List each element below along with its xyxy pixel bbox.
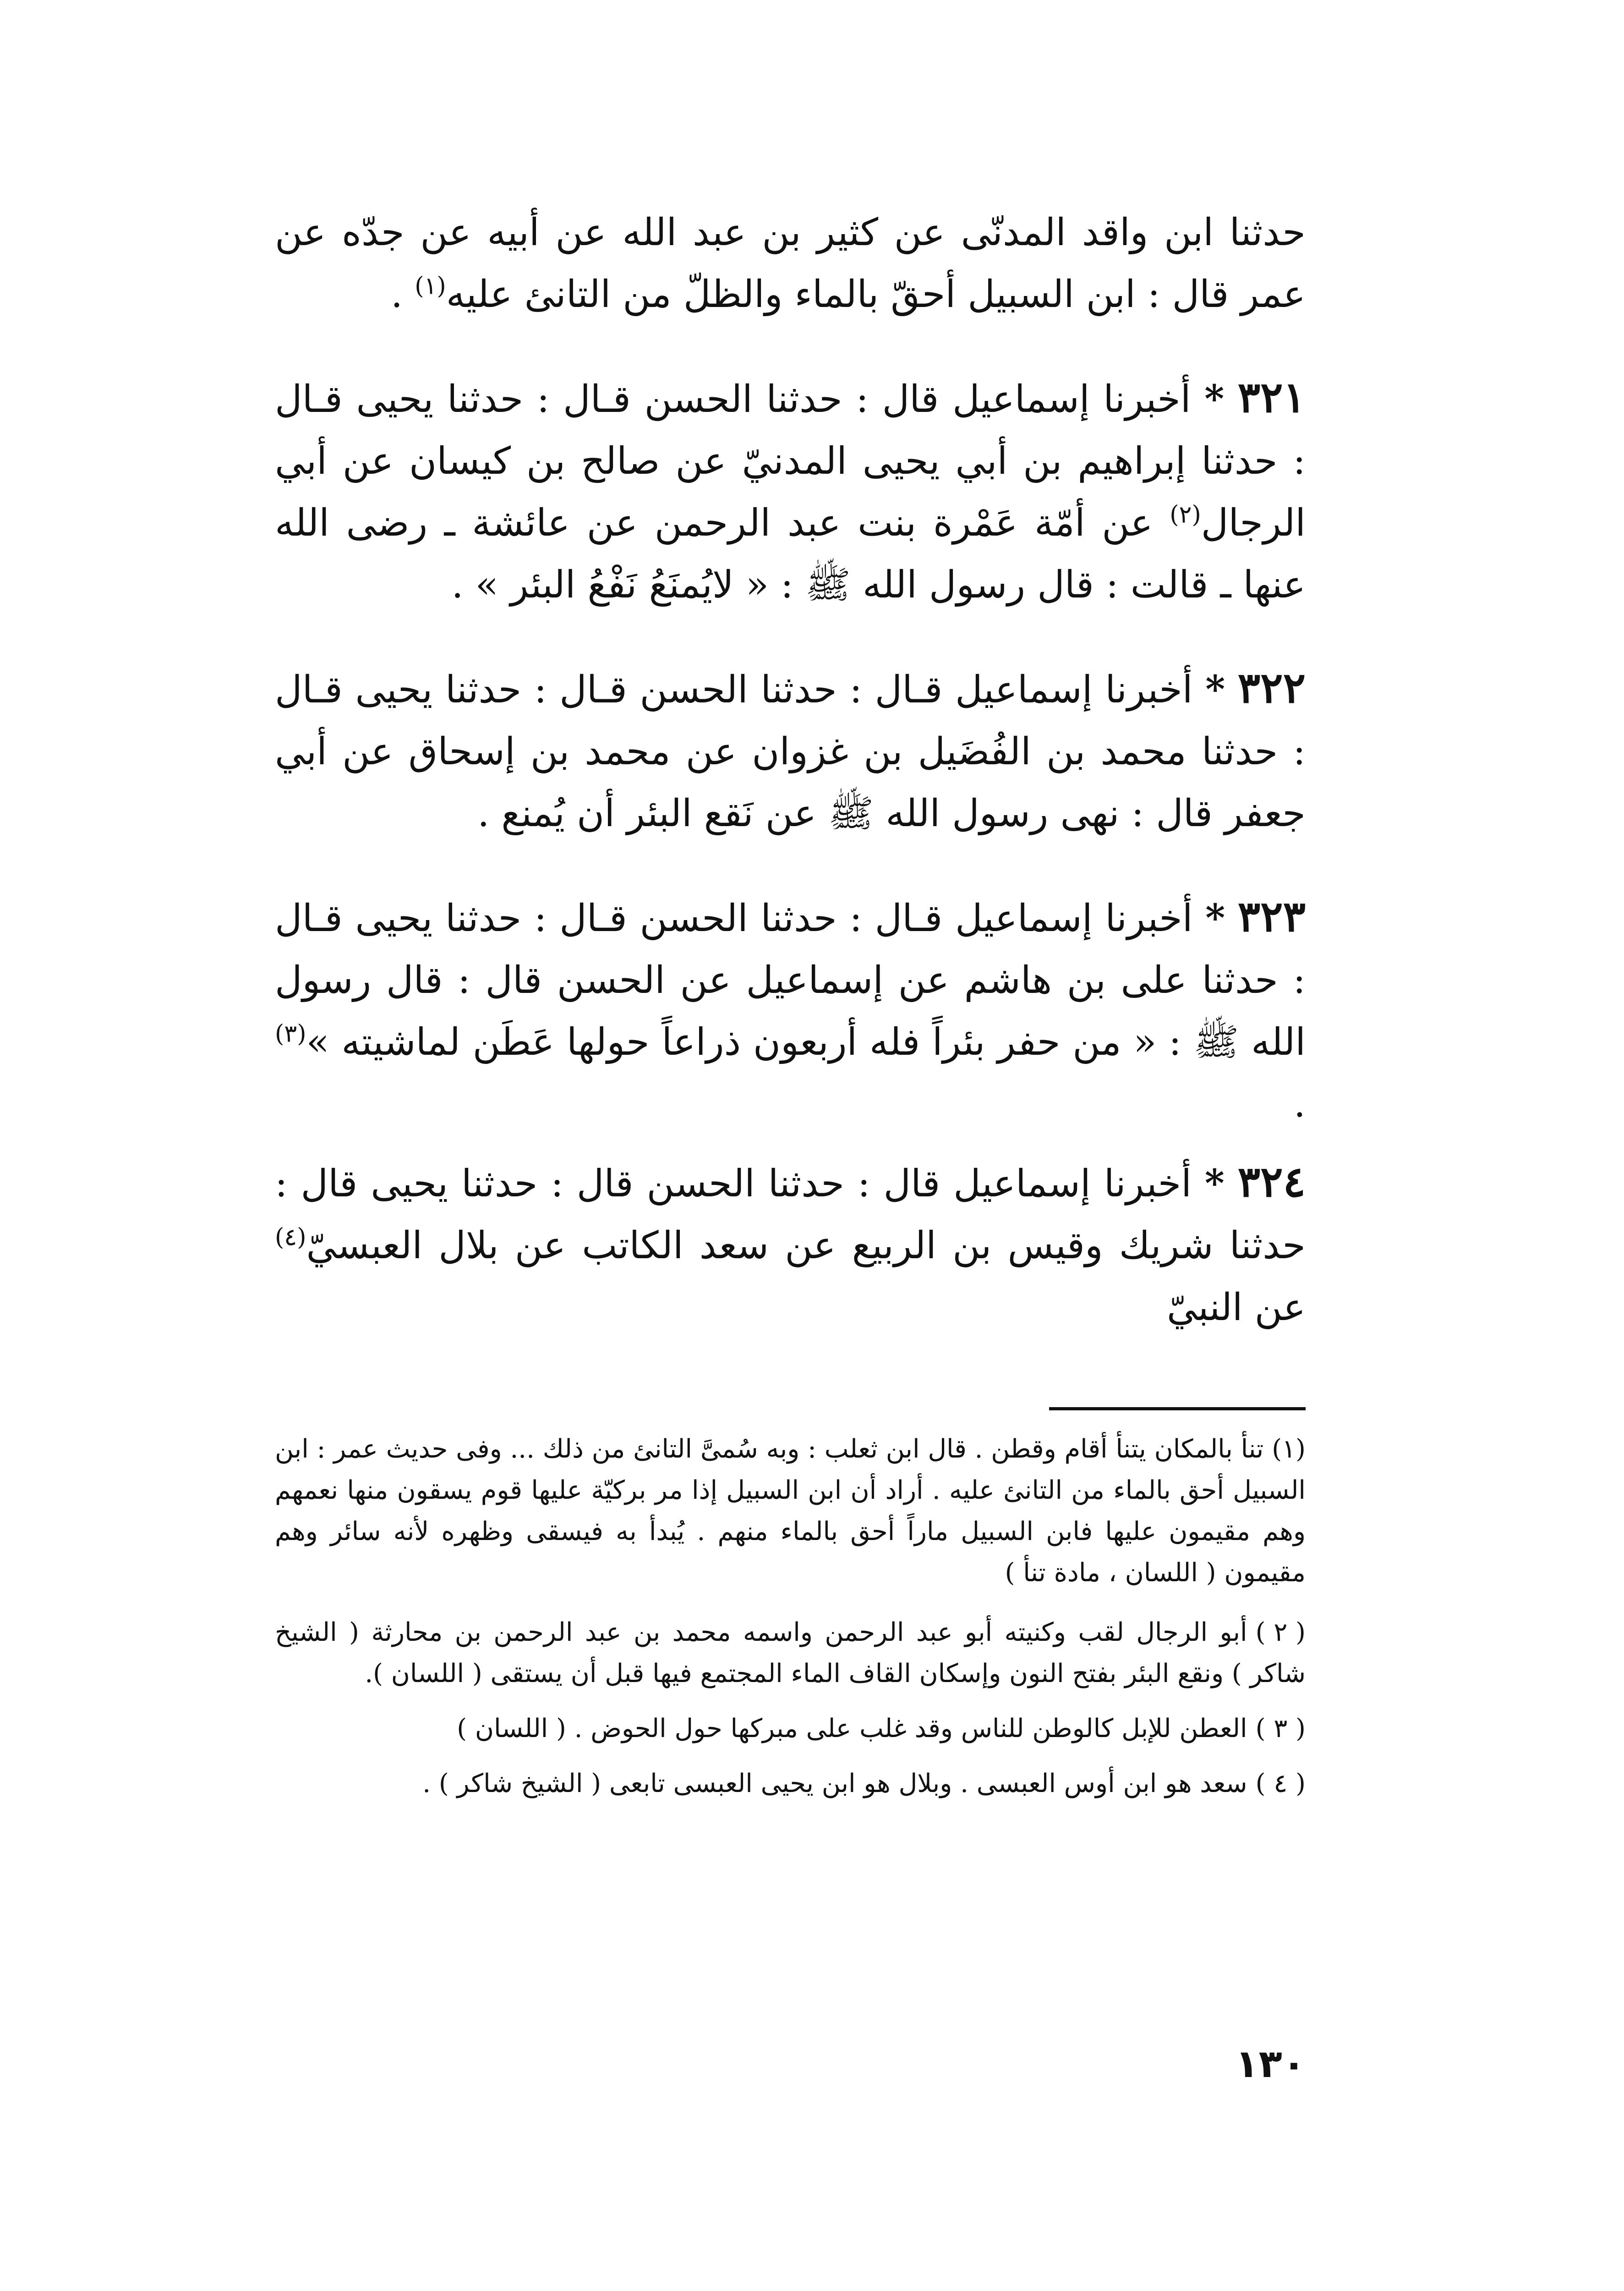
paragraph-text: أخبرنا إسماعيل قال : حدثنا الحسن قال : حدثنا يحيى قال : حدثنا شريك وقيس بن الربيع عن سعد الكاتب عن بلال العبسيّ <box>275 1162 1306 1267</box>
footnote-text: العطن للإبل كالوطن للناس وقد غلب على مبركها حول الحوض . ( اللسان ) <box>457 1714 1247 1743</box>
paragraph-text: أخبرنا إسماعيل قـال : حدثنا الحسن قـال : حدثنا يحيى قـال : حدثنا محمد بن الفُضَيل بن غزوان عن محمد بن إسحاق عن أبي جعفر قال : نهى رسول الله ﷺ عن نَقع البئر أن يُمنع . <box>275 668 1306 835</box>
paragraph-text-end: عن النبيّ <box>1166 1286 1306 1329</box>
star-marker: * <box>1204 1162 1225 1206</box>
footnote-text: تنأ بالمكان يتنأ أقام وقطن . قال ابن ثعلب : وبه سُمىَّ التانئ من ذلك ... وفى حديث عمر : ابن السبيل أحق بالماء من التانئ عليه . أراد أن ابن السبيل إذا مر بركيّة عليها قوم يسقون منها نعمهم وهم مقيمون عليها فابن السبيل ماراً أحق بالماء منهم . يُبدأ به فيسقى وظهره لأنه سائر وهم مقيمون ( اللسان ، مادة تنأ ) <box>275 1434 1306 1588</box>
hadith-number: ٣٢٣ <box>1237 892 1306 941</box>
page-number: ١٣٠ <box>1235 2041 1306 2086</box>
footnote-marker: ( ٣ ) <box>1255 1714 1306 1743</box>
footnote-ref: (١) <box>415 272 446 300</box>
footnote-text: سعد هو ابن أوس العبسى . وبلال هو ابن يحيى العبسى تابعى ( الشيخ شاكر ) . <box>422 1769 1247 1798</box>
footnote-marker: ( ٢ ) <box>1255 1617 1306 1647</box>
hadith-number: ٣٢٢ <box>1237 663 1306 713</box>
footnote-1 <box>275 1429 1306 1594</box>
paragraph-text-end: عن أمّة عَمْرة بنت عبد الرحمن عن عائشة ـ رضى الله عنها ـ قالت : قال رسول الله ﷺ : « لايُمنَعُ نَفْعُ البئر » . <box>275 501 1306 607</box>
footnote-4 <box>275 1763 1306 1804</box>
footnote-2 <box>275 1612 1306 1694</box>
footnotes <box>275 1429 1306 1804</box>
footnote-ref: (٤) <box>275 1223 306 1251</box>
footnote-3 <box>275 1708 1306 1749</box>
star-marker: * <box>1205 896 1225 940</box>
star-marker: * <box>1205 668 1225 712</box>
hadith-321 <box>275 367 1306 616</box>
footnote-text: أبو الرجال لقب وكنيته أبو عبد الرحمن واسمه محمد بن عبد الرحمن بن محارثة ( الشيخ شاكر ) ونقع البئر بفتح النون وإسكان القاف الماء المجتمع فيها قبل أن يستقى ( اللسان ). <box>275 1617 1306 1688</box>
star-marker: * <box>1204 377 1225 421</box>
paragraph-text-end: . <box>1293 1082 1306 1126</box>
footnote-ref: (٢) <box>1170 501 1201 529</box>
paragraph-text-end: . <box>391 273 415 316</box>
footnote-marker: ( ٤ ) <box>1255 1769 1306 1798</box>
paragraph-continuation <box>275 202 1306 325</box>
hadith-number: ٣٢٤ <box>1237 1157 1306 1206</box>
footnote-ref: (٣) <box>275 1020 306 1048</box>
paragraph-text: أخبرنا إسماعيل قـال : حدثنا الحسن قـال : حدثنا يحيى قـال : حدثنا على بن هاشم عن إسماعيل عن الحسن قال : قال رسول الله ﷺ : « من حفر بئراً فله أربعون ذراعاً حولها عَطَن لماشيته » <box>275 897 1306 1064</box>
hadith-323 <box>275 886 1306 1135</box>
footnote-marker: (١) <box>1272 1434 1306 1464</box>
paragraph-text: حدثنا ابن واقد المدنّى عن كثير بن عبد الله عن أبيه عن جدّه عن عمر قال : ابن السبيل أحقّ بالماء والظلّ من التانئ عليه <box>275 211 1306 316</box>
hadith-322 <box>275 657 1306 844</box>
paragraph-text: أخبرنا إسماعيل قال : حدثنا الحسن قـال : حدثنا يحيى قـال : حدثنا إبراهيم بن أبي يحيى المدنيّ عن صالح بن كيسان عن أبي الرجال <box>275 378 1306 545</box>
hadith-324 <box>275 1151 1306 1338</box>
footnote-divider <box>1049 1407 1306 1410</box>
book-page <box>275 202 1306 2264</box>
hadith-number: ٣٢١ <box>1237 373 1306 422</box>
main-text <box>275 202 1306 1338</box>
